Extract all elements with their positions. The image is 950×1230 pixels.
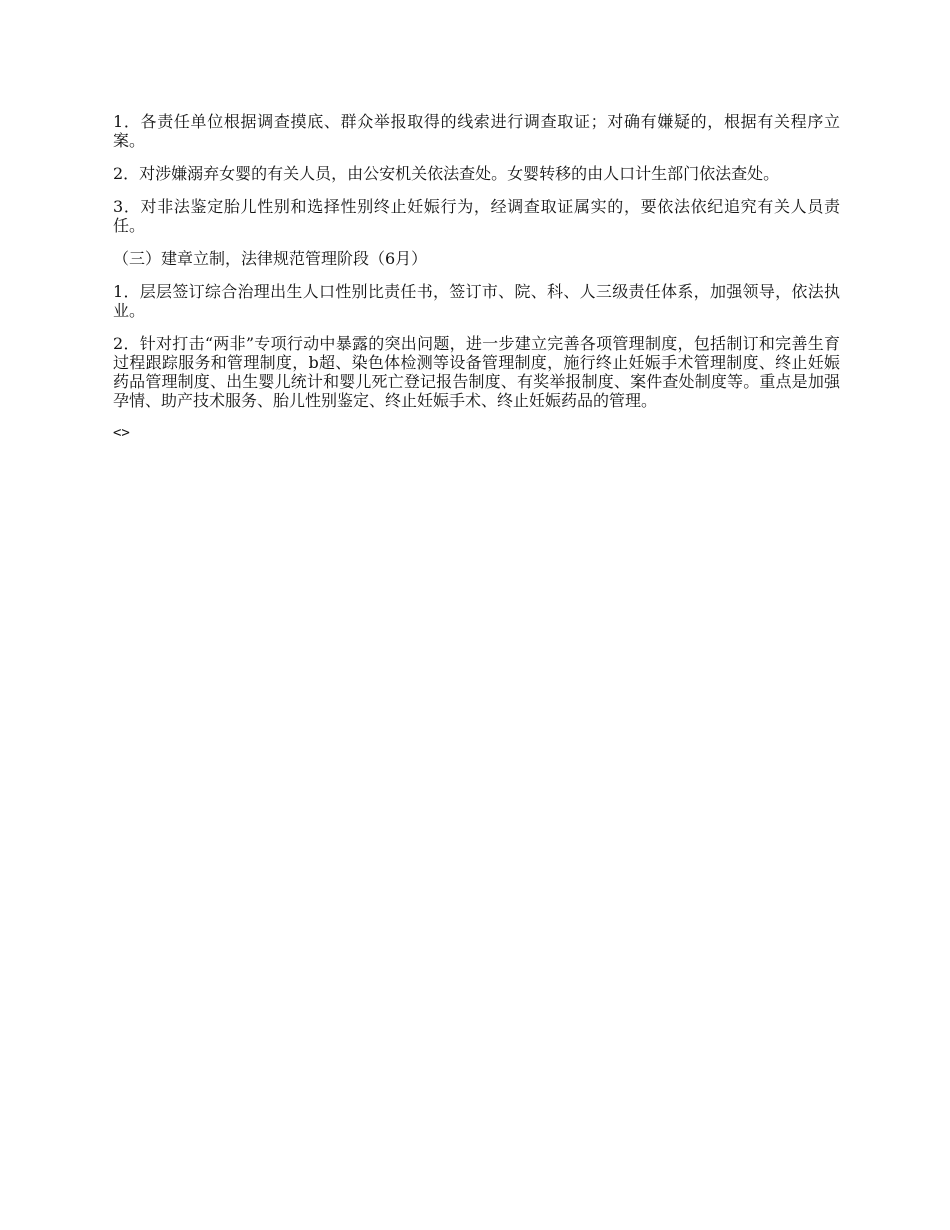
paragraph-investigation: 1．各责任单位根据调查摸底、群众举报取得的线索进行调查取证；对确有嫌疑的，根据有关程序立案。 [113, 112, 840, 150]
paragraph-public-security: 2．对涉嫌溺弃女婴的有关人员，由公安机关依法查处。女婴转移的由人口计生部门依法查处。 [113, 164, 780, 183]
section-heading-stage-three: （三）建章立制，法律规范管理阶段（6月） [113, 249, 428, 268]
paragraph-accountability: 3．对非法鉴定胎儿性别和选择性别终止妊娠行为，经调查取证属实的，要依法依纪追究有关人员责任。 [113, 197, 840, 235]
trailing-marker: <> [113, 425, 130, 441]
paragraph-responsibility-letter: 1．层层签订综合治理出生人口性别比责任书，签订市、院、科、人三级责任体系，加强领导，依法执业。 [113, 282, 840, 320]
document-body [113, 112, 840, 457]
paragraph-management-systems: 2．针对打击“两非”专项行动中暴露的突出问题，进一步建立完善各项管理制度，包括制订和完善生育过程跟踪服务和管理制度，b超、染色体检测等设备管理制度，施行终止妊娠手术管理制度、终止妊娠药品管理制度、出生婴儿统计和婴儿死亡登记报告制度、有奖举报制度、案件查处制度等。重点是加强孕情、助产技术服务、胎儿性别鉴定、终止妊娠手术、终止妊娠药品的管理。 [113, 334, 840, 410]
